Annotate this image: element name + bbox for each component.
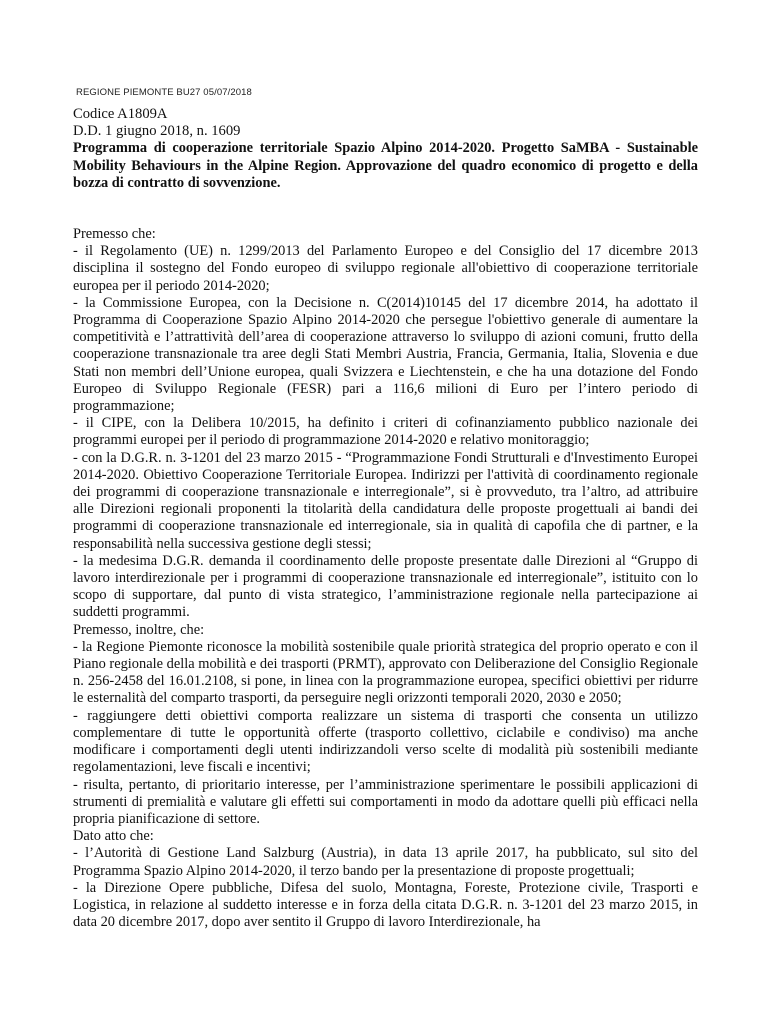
paragraph-autorita: - l’Autorità di Gestione Land Salzburg (Austria), in data 13 aprile 2017, ha pubblicato, sul sito del Programma Spazio Alpino 2014-2020, il terzo bando per la presentazione di proposte progettuali; <box>73 845 698 879</box>
paragraph-obiettivi: - raggiungere detti obiettivi comporta realizzare un sistema di trasporti che consenta un utilizzo complementare di tutte le opportunità offerte (trasporto collettivo, ciclabile e condiviso) ma anche modificare i comportamenti degli utenti indirizzandoli verso scelte di modalità più sostenibili mediante regolamentazioni, leve fiscali e incentivi; <box>73 707 698 776</box>
paragraph-premesso: Premesso che: <box>73 226 156 242</box>
paragraph-cipe: - il CIPE, con la Delibera 10/2015, ha definito i criteri di cofinanziamento pubblico nazionale dei programmi europei per il periodo di programmazione 2014-2020 e relativo monitoraggio; <box>73 415 698 449</box>
paragraph-regolamento: - il Regolamento (UE) n. 1299/2013 del Parlamento Europeo e del Consiglio del 17 dicembre 2013 disciplina il sostegno del Fondo europeo di sviluppo regionale all'obiettivo di cooperazione territoriale europea per il periodo 2014-2020; <box>73 243 698 294</box>
paragraph-dato-atto: Dato atto che: <box>73 828 154 845</box>
document-heading <box>73 106 698 192</box>
paragraph-direzione: - la Direzione Opere pubbliche, Difesa del suolo, Montagna, Foreste, Protezione civile, Trasporti e Logistica, in relazione al suddetto interesse e in forza della citata D.G.R. n. 3-1201 del 23 marzo 2015, in data 20 dicembre 2017, dopo aver sentito il Gruppo di lavoro Interdirezionale, ha <box>73 879 698 931</box>
paragraph-mobilita: - la Regione Piemonte riconosce la mobilità sostenibile quale priorità strategica del proprio operato e con il Piano regionale della mobilità e dei trasporti (PRMT), approvato con Deliberazione del Consiglio Regionale n. 256-2458 del 16.01.2108, si pone, in linea con la programmazione europea, specifici obiettivi per ridurre le esternalità del comparto trasporti, da perseguire negli orizzonti temporali 2020, 2030 e 2050; <box>73 638 698 707</box>
document-body <box>73 226 698 931</box>
paragraph-premialita: - risulta, pertanto, di prioritario interesse, per l’amministrazione sperimentare le possibili applicazioni di strumenti di premialità e valutare gli effetti sui comportamenti in modo da adottare quelli più efficaci nella propria pianificazione di settore. <box>73 776 698 827</box>
bulletin-header: REGIONE PIEMONTE BU27 05/07/2018 <box>76 87 252 98</box>
document-code: Codice A1809A <box>73 106 168 122</box>
paragraph-commissione: - la Commissione Europea, con la Decisione n. C(2014)10145 del 17 dicembre 2014, ha adottato il Programma di Cooperazione Spazio Alpino 2014-2020 che persegue l'obiettivo generale di aumentare la competitività e l’attrattività dell’area di cooperazione attraverso lo sviluppo di azioni comuni, frutto della cooperazione transnazionale tra aree degli Stati Membri Austria, Francia, Germania, Italia, Slovenia e due Stati non membri dell’Unione europea, quali Svizzera e Liechtenstein, e che ha una dotazione del Fondo Europeo di Sviluppo Regionale (FESR) pari a 116,6 milioni di Euro per l’intero periodo di programmazione; <box>73 294 698 415</box>
determination-reference: D.D. 1 giugno 2018, n. 1609 <box>73 123 241 140</box>
document-title: Programma di cooperazione territoriale Spazio Alpino 2014-2020. Progetto SaMBA - Sustainable Mobility Behaviours in the Alpine Region. Approvazione del quadro economico di progetto e della bozza di contratto di sovvenzione. <box>73 140 698 191</box>
paragraph-dgr: - con la D.G.R. n. 3-1201 del 23 marzo 2015 - “Programmazione Fondi Strutturali e d'Investimento Europei 2014-2020. Obiettivo Cooperazione Territoriale Europea. Indirizzi per l'attività di coordinamento regionale dei programmi di cooperazione transnazionale e interregionale”, si è provveduto, tra l’altro, ad attribuire alle Direzioni regionali proponenti la titolarità della candidatura delle proposte progettuali ai bandi dei programmi di cooperazione transnazionale ed interregionale, sia in qualità di capofila che di partner, e la responsabilità nella successiva gestione degli stessi; <box>73 449 698 552</box>
paragraph-gruppo-lavoro: - la medesima D.G.R. demanda il coordinamento delle proposte presentate dalle Direzioni al “Gruppo di lavoro interdirezionale per i programmi di cooperazione transnazionale ed interregionale”, istituito con lo scopo di supportare, dal punto di vista strategico, l’amministrazione regionale nella partecipazione ai suddetti programmi. <box>73 552 698 621</box>
paragraph-premesso-inoltre: Premesso, inoltre, che: <box>73 621 205 638</box>
